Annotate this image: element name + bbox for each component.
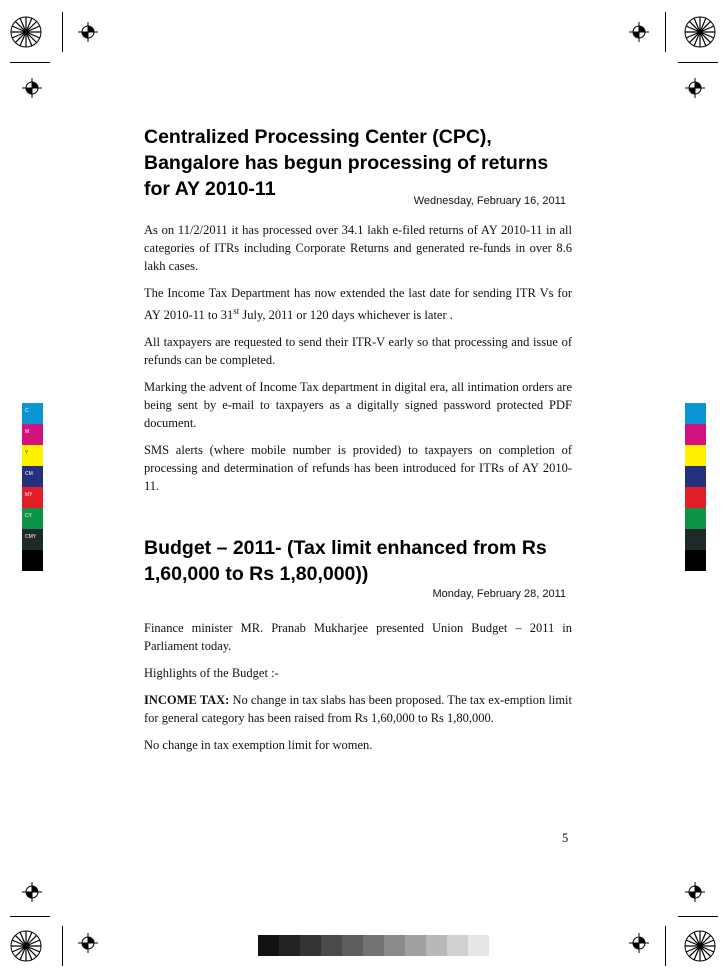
gray-step <box>279 935 300 956</box>
paragraph: Marking the advent of Income Tax department in digital era, all intimation orders are being sent by e-mail to taxpayers as a digitally signed password protected PDF document. <box>144 380 572 431</box>
gray-step <box>363 935 384 956</box>
registration-target-icon <box>685 882 705 902</box>
color-bar-cy <box>685 508 706 529</box>
color-bar-m <box>685 424 706 445</box>
color-bar-k: K <box>22 550 43 571</box>
color-bar-my <box>685 487 706 508</box>
article-cpc <box>144 124 572 504</box>
gray-step <box>321 935 342 956</box>
gray-step <box>447 935 468 956</box>
starburst-top-left-icon <box>10 16 42 48</box>
paragraph: No change in tax exemption limit for women. <box>144 738 373 752</box>
color-bar-cm: CM <box>22 466 43 487</box>
registration-target-icon <box>22 78 42 98</box>
registration-target-icon <box>685 78 705 98</box>
starburst-bottom-right-icon <box>684 930 716 962</box>
color-bar-my: MY <box>22 487 43 508</box>
paragraph: As on 11/2/2011 it has processed over 34.1 lakh e-filed returns of AY 2010-11 in all categories of ITRs including Corporate Returns and generated re-funds in over 8.6 lakh cases. <box>144 223 572 273</box>
gray-step <box>405 935 426 956</box>
article-date: Wednesday, February 16, 2011 <box>413 195 566 207</box>
registration-target-icon <box>78 22 98 42</box>
paragraph: The Income Tax Department has now extended the last date for sending ITR Vs for AY 2010-11 to 31st July, 2011 or 120 days whichever is later . <box>144 286 572 323</box>
color-bar-cm <box>685 466 706 487</box>
registration-target-icon <box>22 882 42 902</box>
gray-step <box>384 935 405 956</box>
color-bar-cmy <box>685 529 706 550</box>
crop-line <box>62 926 63 966</box>
gray-step <box>426 935 447 956</box>
gray-step-strip <box>258 935 489 956</box>
color-bar-c: C <box>22 403 43 424</box>
starburst-bottom-left-icon <box>10 930 42 962</box>
crop-line <box>10 916 50 917</box>
starburst-top-right-icon <box>684 16 716 48</box>
gray-step <box>468 935 489 956</box>
article-title: Budget – 2011- (Tax limit enhanced from Rs 1,60,000 to Rs 1,80,000)) <box>144 537 547 585</box>
registration-target-icon <box>629 22 649 42</box>
crop-line <box>678 62 718 63</box>
color-bar-m: M <box>22 424 43 445</box>
color-bar-c <box>685 403 706 424</box>
crop-line <box>665 12 666 52</box>
crop-line <box>10 62 50 63</box>
paragraph: Highlights of the Budget :- <box>144 666 279 680</box>
color-bar-y <box>685 445 706 466</box>
crop-line <box>665 926 666 966</box>
article-budget <box>144 535 572 763</box>
color-bar-y: Y <box>22 445 43 466</box>
crop-line <box>678 916 718 917</box>
gray-step <box>258 935 279 956</box>
color-bar-k <box>685 550 706 571</box>
gray-step <box>300 935 321 956</box>
registration-target-icon <box>78 933 98 953</box>
gray-step <box>342 935 363 956</box>
article-date: Monday, February 28, 2011 <box>432 588 566 600</box>
color-bar-cy: CY <box>22 508 43 529</box>
paragraph: Finance minister MR. Pranab Mukharjee presented Union Budget – 2011 in Parliament today. <box>144 621 572 653</box>
registration-target-icon <box>629 933 649 953</box>
page-number: 5 <box>562 831 569 845</box>
paragraph: INCOME TAX: No change in tax slabs has been proposed. The tax ex-emption limit for general category has been raised from Rs 1,60,000 to Rs 1,80,000. <box>144 693 572 725</box>
color-bar-cmy: CMY <box>22 529 43 550</box>
crop-line <box>62 12 63 52</box>
article-title: Centralized Processing Center (CPC), Bangalore has begun processing of returns for AY 2010-11 <box>144 126 549 200</box>
paragraph: All taxpayers are requested to send their ITR-V early so that processing and issue of refunds can be completed. <box>144 335 572 368</box>
paragraph: SMS alerts (where mobile number is provided) to taxpayers on completion of processing and determination of refunds has been introduced for ITRs of AY 2010-11. <box>144 443 572 494</box>
